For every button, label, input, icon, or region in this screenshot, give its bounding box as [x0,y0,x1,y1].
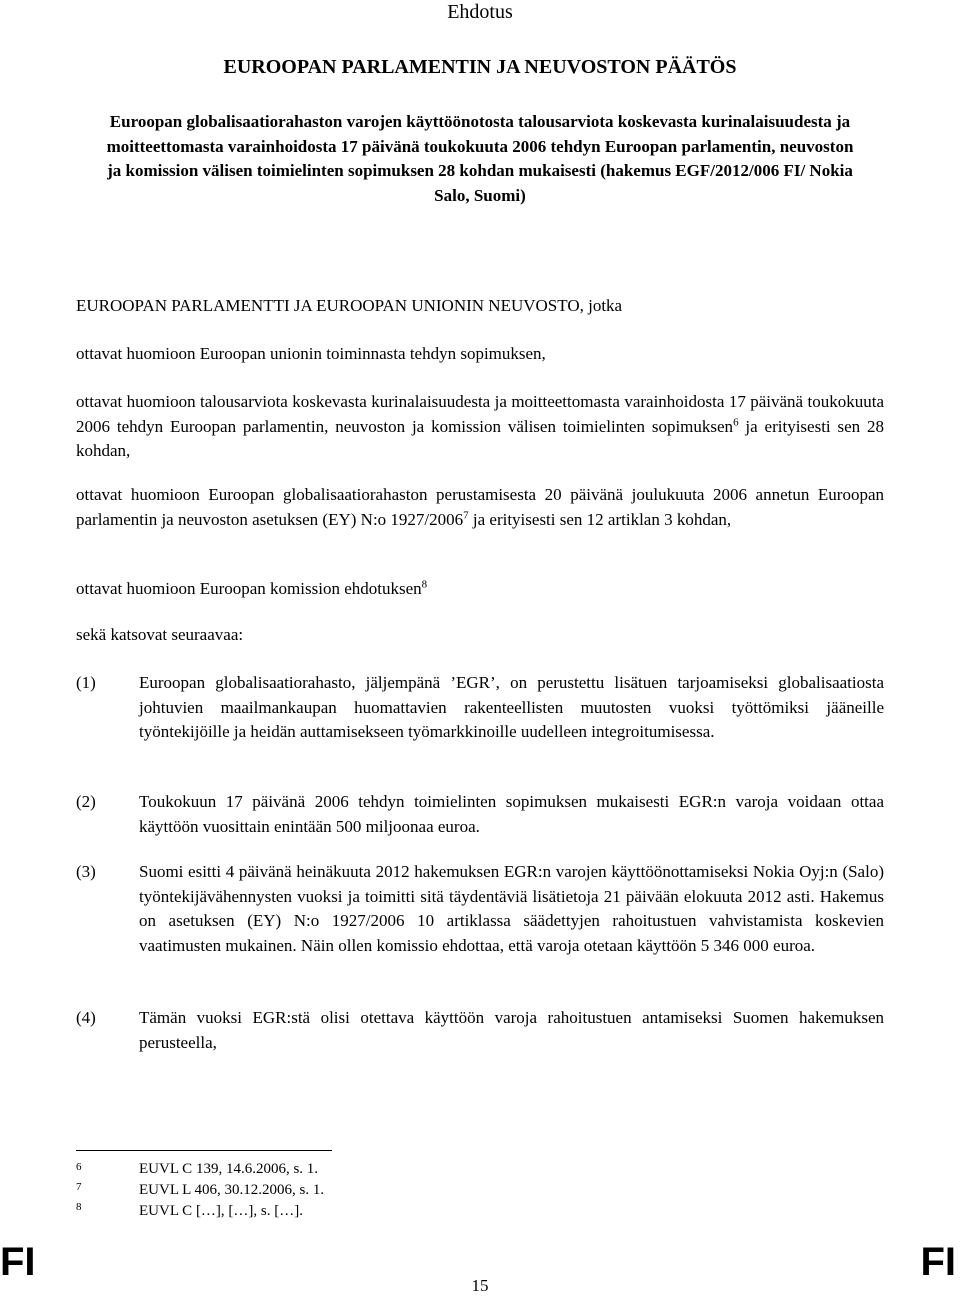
recital-text: Tämän vuoksi EGR:stä olisi otettava käyttöön varoja rahoitustuen antamiseksi Suomen hakemuksen perusteella, [139,1008,884,1052]
citation-text: ottavat huomioon Euroopan globalisaatiorahaston perustamisesta 20 päivänä joulukuuta 2006 annetun Euroopan parlamentin ja neuvoston asetuksen (EY) N:o 1927/2006 [76,485,884,529]
footnote-ref: 7 [463,508,469,521]
footnote-number: 6 [76,1161,82,1173]
footnote-ref: 8 [421,578,428,591]
footnote-ref: 6 [733,415,739,428]
preamble-citation-agreement [76,390,884,464]
recital-text: Toukokuun 17 päivänä 2006 tehdyn toimielinten sopimuksen mukaisesti EGR:n varoja voidaan ottaa käyttöön vuosittain enintään 500 miljoonaa euroa. [139,792,884,836]
footnote-number: 8 [76,1201,82,1213]
language-code-right: FI [920,1240,956,1284]
recital-number: (2) [76,792,96,811]
preamble-citation-proposal [76,577,884,602]
recital-number: (3) [76,862,96,881]
preamble-intro: EUROOPAN PARLAMENTTI JA EUROOPAN UNIONIN NEUVOSTO, jotka [76,296,623,315]
recital-text: Suomi esitti 4 päivänä heinäkuuta 2012 hakemuksen EGR:n varojen käyttöönottamiseksi Nokia Oyj:n (Salo) työntekijävähennysten vuoksi ja toimitti sitä täydentäviä lisätietoja 21 päivään elokuuta 2012 asti. Hakemus on asetuksen (EY) N:o 1927/2006 10 artiklassa säädettyjen rahoitustuen vahvistamista koskevien vaatimusten mukainen. Näin ollen komissio ehdottaa, että varoja otetaan käyttöön 5 346 000 euroa. [139,862,884,955]
footnote-text: EUVL C 139, 14.6.2006, s. 1. [139,1161,319,1177]
recital-number: (1) [76,673,96,692]
footnote-text: EUVL C […], […], s. […]. [139,1203,303,1219]
citation-text: ottavat huomioon Euroopan komission ehdotuksen [76,579,422,598]
language-code-left: FI [0,1240,36,1284]
preamble-citation-regulation [76,483,884,532]
preamble-whereas: sekä katsovat seuraavaa: [76,625,244,644]
recital-number: (4) [76,1008,96,1027]
footnote-number: 7 [76,1181,82,1193]
citation-tail: ja erityisesti sen 12 artiklan 3 kohdan, [468,509,732,529]
footnote-separator [76,1150,332,1151]
document-title: EUROOPAN PARLAMENTIN JA NEUVOSTON PÄÄTÖS [223,56,737,78]
document-subtitle: Euroopan globalisaatiorahaston varojen käyttöönotosta talousarviota koskevasta kurinalaisuudesta ja moitteettomasta varainhoidosta 17 päivänä toukokuuta 2006 tehdyn Euroopan parlamentin, neuvoston ja komission välisen toimielinten sopimuksen 28 kohdan mukaisesti (hakemus EGF/2012/006 FI/ Nokia Salo, Suomi) [106,112,854,205]
document-label: Ehdotus [447,1,513,23]
citation-tail: ja erityisesti sen 28 kohdan, [76,416,885,460]
recital-text: Euroopan globalisaatiorahasto, jäljempänä ’EGR’, on perustettu lisätuen tarjoamiseksi globalisaatiosta johtuvien maailmankaupan huomattavien rakenteellisten muutosten vuoksi työttömiksi jääneille työntekijöille ja heidän auttamisekseen työmarkkinoille uudelleen integroitumisessa. [139,673,884,741]
footnote-text: EUVL L 406, 30.12.2006, s. 1. [139,1182,325,1198]
citation-text: ottavat huomioon talousarviota koskevasta kurinalaisuudesta ja moitteettomasta varainhoidosta 17 päivänä toukokuuta 2006 tehdyn Euroopan parlamentin, neuvoston ja komission välisen toimielinten sopimuksen [76,392,884,436]
page-number: 15 [471,1276,489,1295]
preamble-citation-treaty: ottavat huomioon Euroopan unionin toiminnasta tehdyn sopimuksen, [76,344,546,363]
